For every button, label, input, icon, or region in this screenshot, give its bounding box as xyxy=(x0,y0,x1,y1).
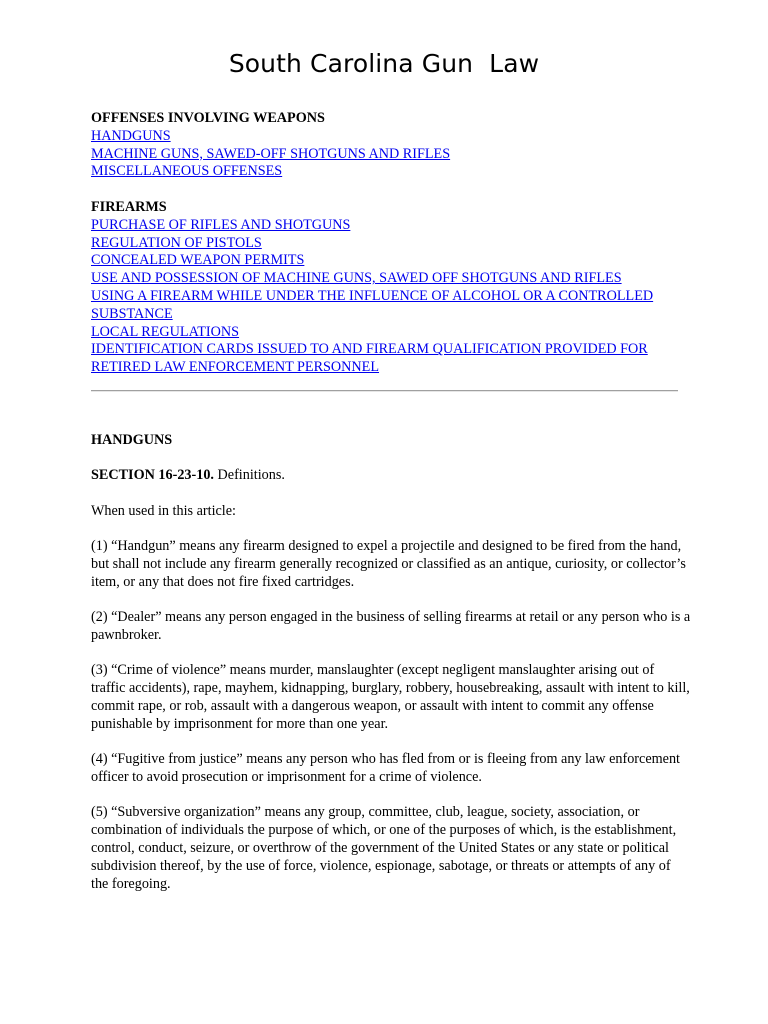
toc-heading-firearms: FIREARMS xyxy=(91,198,167,215)
section-number: SECTION 16-23-10. xyxy=(91,467,214,484)
section-body xyxy=(91,432,691,911)
toc-link-regulation-of-pistols[interactable]: REGULATION OF PISTOLS xyxy=(91,234,262,251)
document-title: South Carolina Gun Law xyxy=(228,49,540,78)
section-heading: HANDGUNS xyxy=(91,432,173,448)
toc-link-retired-law-enforcement[interactable]: IDENTIFICATION CARDS ISSUED TO AND FIREARM QUALIFICATION PROVIDED FOR RETIRED LAW ENFORCEMENT PERSONNEL xyxy=(91,341,648,376)
toc-link-machine-guns[interactable]: MACHINE GUNS, SAWED-OFF SHOTGUNS AND RIFLES xyxy=(91,145,451,162)
toc-link-purchase-rifles-shotguns[interactable]: PURCHASE OF RIFLES AND SHOTGUNS xyxy=(91,216,351,233)
definition-fugitive-from-justice: (4) “Fugitive from justice” means any person who has fled from or is fleeing from any law enforcement officer to avoid prosecution or imprisonment for a crime of violence. xyxy=(91,751,680,785)
horizontal-rule xyxy=(91,390,678,392)
section-title-line xyxy=(91,467,691,485)
toc-link-miscellaneous-offenses[interactable]: MISCELLANEOUS OFFENSES xyxy=(91,163,283,180)
toc-link-machine-guns-possession[interactable]: USE AND POSSESSION OF MACHINE GUNS, SAWED OFF SHOTGUNS AND RIFLES xyxy=(91,270,622,287)
toc-heading-offenses: OFFENSES INVOLVING WEAPONS xyxy=(91,110,325,126)
table-of-contents xyxy=(91,110,691,377)
toc-link-local-regulations[interactable]: LOCAL REGULATIONS xyxy=(91,323,240,340)
toc-spacer xyxy=(91,181,691,199)
toc-link-handguns[interactable]: HANDGUNS xyxy=(91,127,171,144)
toc-link-firearm-under-influence[interactable]: USING A FIREARM WHILE UNDER THE INFLUENCE OF ALCOHOL OR A CONTROLLED SUBSTANCE xyxy=(91,287,654,322)
toc-link-concealed-weapon-permits[interactable]: CONCEALED WEAPON PERMITS xyxy=(91,252,305,269)
definition-handgun: (1) “Handgun” means any firearm designed to expel a projectile and designed to be fired from the hand, but shall not include any firearm generally recognized or classified as an antique, curiosity, or collector’s item, or any that does not fire fixed cartridges. xyxy=(91,538,686,590)
definition-crime-of-violence: (3) “Crime of violence” means murder, manslaughter (except negligent manslaughter arising out of traffic accidents), rape, mayhem, kidnapping, burglary, robbery, housebreaking, assault with intent to kill, commit rape, or rob, assault with a dangerous weapon, or assault with intent to commit any offense punishable by imprisonment for more than one year. xyxy=(91,662,690,732)
definition-subversive-organization: (5) “Subversive organization” means any group, committee, club, league, society, association, or combination of individuals the purpose of which, or one of the purposes of which, is the establishment, control, conduct, seizure, or overthrow of the government of the United States or any state or political subdivision thereof, by the use of force, violence, espionage, sabotage, or threats or attempts of any of the foregoing. xyxy=(91,804,677,892)
section-title: Definitions. xyxy=(213,467,285,484)
definition-dealer: (2) “Dealer” means any person engaged in the business of selling firearms at retail or any person who is a pawnbroker. xyxy=(91,609,691,643)
section-intro: When used in this article: xyxy=(91,502,236,519)
